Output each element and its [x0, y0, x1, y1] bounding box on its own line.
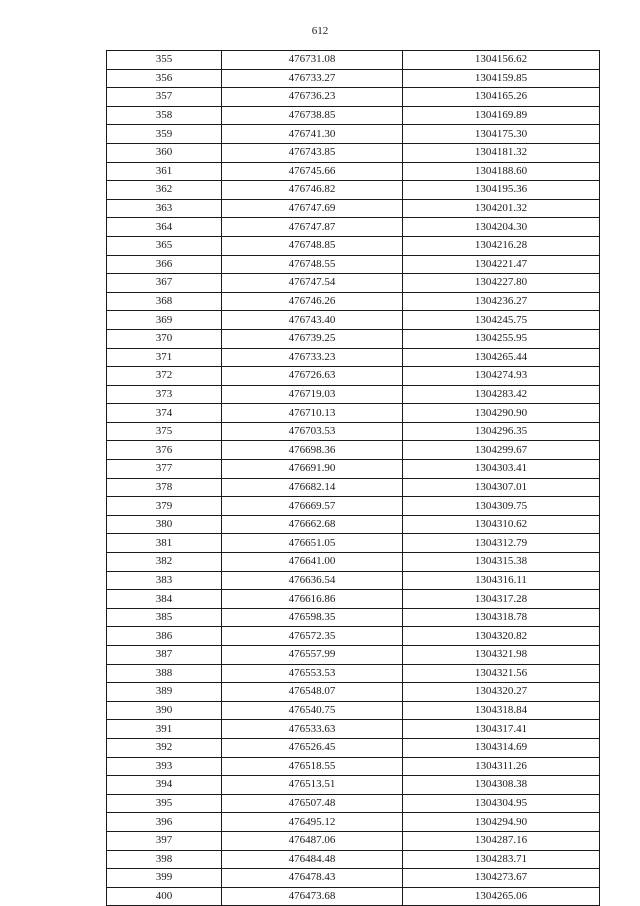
table-row — [107, 106, 600, 125]
y-coordinate-cell: 1304315.38 — [403, 553, 600, 572]
x-coordinate-cell: 476572.35 — [222, 627, 403, 646]
y-coordinate-cell: 1304236.27 — [403, 292, 600, 311]
x-coordinate-cell: 476703.53 — [222, 422, 403, 441]
x-coordinate-cell: 476533.63 — [222, 720, 403, 739]
y-coordinate-cell: 1304274.93 — [403, 367, 600, 386]
x-coordinate-cell: 476747.69 — [222, 199, 403, 218]
y-coordinate-cell: 1304312.79 — [403, 534, 600, 553]
y-coordinate-cell: 1304314.69 — [403, 738, 600, 757]
point-number-cell: 371 — [107, 348, 222, 367]
x-coordinate-cell: 476616.86 — [222, 590, 403, 609]
table-row — [107, 385, 600, 404]
y-coordinate-cell: 1304265.44 — [403, 348, 600, 367]
x-coordinate-cell: 476487.06 — [222, 831, 403, 850]
table-row — [107, 274, 600, 293]
y-coordinate-cell: 1304299.67 — [403, 441, 600, 460]
y-coordinate-cell: 1304304.95 — [403, 794, 600, 813]
table-row — [107, 515, 600, 534]
point-number-cell: 358 — [107, 106, 222, 125]
table-row — [107, 422, 600, 441]
table-row — [107, 51, 600, 70]
point-number-cell: 355 — [107, 51, 222, 70]
y-coordinate-cell: 1304165.26 — [403, 88, 600, 107]
y-coordinate-cell: 1304201.32 — [403, 199, 600, 218]
table-row — [107, 69, 600, 88]
table-row — [107, 255, 600, 274]
point-number-cell: 390 — [107, 701, 222, 720]
y-coordinate-cell: 1304216.28 — [403, 236, 600, 255]
table-row — [107, 887, 600, 906]
table-row — [107, 571, 600, 590]
point-number-cell: 372 — [107, 367, 222, 386]
page-number: 612 — [311, 25, 329, 37]
y-coordinate-cell: 1304310.62 — [403, 515, 600, 534]
point-number-cell: 381 — [107, 534, 222, 553]
point-number-cell: 377 — [107, 460, 222, 479]
point-number-cell: 380 — [107, 515, 222, 534]
x-coordinate-cell: 476738.85 — [222, 106, 403, 125]
table-row — [107, 738, 600, 757]
x-coordinate-cell: 476540.75 — [222, 701, 403, 720]
y-coordinate-cell: 1304221.47 — [403, 255, 600, 274]
y-coordinate-cell: 1304245.75 — [403, 311, 600, 330]
y-coordinate-cell: 1304227.80 — [403, 274, 600, 293]
x-coordinate-cell: 476741.30 — [222, 125, 403, 144]
point-number-cell: 386 — [107, 627, 222, 646]
x-coordinate-cell: 476473.68 — [222, 887, 403, 906]
x-coordinate-cell: 476733.27 — [222, 69, 403, 88]
table-row — [107, 404, 600, 423]
point-number-cell: 385 — [107, 608, 222, 627]
x-coordinate-cell: 476746.26 — [222, 292, 403, 311]
y-coordinate-cell: 1304307.01 — [403, 478, 600, 497]
table-row — [107, 460, 600, 479]
table-row — [107, 534, 600, 553]
point-number-cell: 357 — [107, 88, 222, 107]
y-coordinate-cell: 1304181.32 — [403, 143, 600, 162]
point-number-cell: 373 — [107, 385, 222, 404]
table-row — [107, 292, 600, 311]
point-number-cell: 363 — [107, 199, 222, 218]
x-coordinate-cell: 476743.40 — [222, 311, 403, 330]
y-coordinate-cell: 1304273.67 — [403, 869, 600, 888]
x-coordinate-cell: 476484.48 — [222, 850, 403, 869]
table-row — [107, 664, 600, 683]
y-coordinate-cell: 1304309.75 — [403, 497, 600, 516]
x-coordinate-cell: 476495.12 — [222, 813, 403, 832]
y-coordinate-cell: 1304188.60 — [403, 162, 600, 181]
y-coordinate-cell: 1304294.90 — [403, 813, 600, 832]
table-row — [107, 143, 600, 162]
coordinates-table — [106, 50, 600, 906]
point-number-cell: 370 — [107, 329, 222, 348]
point-number-cell: 361 — [107, 162, 222, 181]
y-coordinate-cell: 1304169.89 — [403, 106, 600, 125]
point-number-cell: 356 — [107, 69, 222, 88]
point-number-cell: 400 — [107, 887, 222, 906]
x-coordinate-cell: 476513.51 — [222, 776, 403, 795]
point-number-cell: 362 — [107, 181, 222, 200]
point-number-cell: 368 — [107, 292, 222, 311]
point-number-cell: 384 — [107, 590, 222, 609]
y-coordinate-cell: 1304318.84 — [403, 701, 600, 720]
x-coordinate-cell: 476526.45 — [222, 738, 403, 757]
point-number-cell: 396 — [107, 813, 222, 832]
point-number-cell: 378 — [107, 478, 222, 497]
y-coordinate-cell: 1304265.06 — [403, 887, 600, 906]
table-row — [107, 478, 600, 497]
table-row — [107, 125, 600, 144]
x-coordinate-cell: 476747.87 — [222, 218, 403, 237]
point-number-cell: 392 — [107, 738, 222, 757]
y-coordinate-cell: 1304255.95 — [403, 329, 600, 348]
table-row — [107, 683, 600, 702]
x-coordinate-cell: 476557.99 — [222, 646, 403, 665]
table-row — [107, 553, 600, 572]
x-coordinate-cell: 476743.85 — [222, 143, 403, 162]
point-number-cell: 379 — [107, 497, 222, 516]
point-number-cell: 359 — [107, 125, 222, 144]
table-row — [107, 162, 600, 181]
point-number-cell: 388 — [107, 664, 222, 683]
table-row — [107, 348, 600, 367]
table-row — [107, 608, 600, 627]
x-coordinate-cell: 476478.43 — [222, 869, 403, 888]
point-number-cell: 369 — [107, 311, 222, 330]
table-row — [107, 236, 600, 255]
table-row — [107, 646, 600, 665]
x-coordinate-cell: 476641.00 — [222, 553, 403, 572]
table-row — [107, 850, 600, 869]
point-number-cell: 383 — [107, 571, 222, 590]
x-coordinate-cell: 476747.54 — [222, 274, 403, 293]
y-coordinate-cell: 1304287.16 — [403, 831, 600, 850]
point-number-cell: 395 — [107, 794, 222, 813]
point-number-cell: 391 — [107, 720, 222, 739]
table-row — [107, 329, 600, 348]
table-row — [107, 776, 600, 795]
y-coordinate-cell: 1304303.41 — [403, 460, 600, 479]
x-coordinate-cell: 476669.57 — [222, 497, 403, 516]
x-coordinate-cell: 476719.03 — [222, 385, 403, 404]
y-coordinate-cell: 1304308.38 — [403, 776, 600, 795]
table-row — [107, 497, 600, 516]
y-coordinate-cell: 1304283.71 — [403, 850, 600, 869]
table-row — [107, 701, 600, 720]
point-number-cell: 398 — [107, 850, 222, 869]
table-row — [107, 627, 600, 646]
x-coordinate-cell: 476598.35 — [222, 608, 403, 627]
table-row — [107, 311, 600, 330]
y-coordinate-cell: 1304296.35 — [403, 422, 600, 441]
x-coordinate-cell: 476682.14 — [222, 478, 403, 497]
y-coordinate-cell: 1304321.98 — [403, 646, 600, 665]
x-coordinate-cell: 476698.36 — [222, 441, 403, 460]
x-coordinate-cell: 476731.08 — [222, 51, 403, 70]
y-coordinate-cell: 1304175.30 — [403, 125, 600, 144]
coordinates-table-body — [107, 51, 600, 906]
table-row — [107, 720, 600, 739]
x-coordinate-cell: 476726.63 — [222, 367, 403, 386]
table-row — [107, 199, 600, 218]
point-number-cell: 364 — [107, 218, 222, 237]
x-coordinate-cell: 476651.05 — [222, 534, 403, 553]
table-row — [107, 590, 600, 609]
y-coordinate-cell: 1304156.62 — [403, 51, 600, 70]
table-row — [107, 218, 600, 237]
point-number-cell: 367 — [107, 274, 222, 293]
point-number-cell: 382 — [107, 553, 222, 572]
point-number-cell: 366 — [107, 255, 222, 274]
point-number-cell: 375 — [107, 422, 222, 441]
point-number-cell: 376 — [107, 441, 222, 460]
table-row — [107, 831, 600, 850]
y-coordinate-cell: 1304290.90 — [403, 404, 600, 423]
table-row — [107, 181, 600, 200]
x-coordinate-cell: 476548.07 — [222, 683, 403, 702]
y-coordinate-cell: 1304317.41 — [403, 720, 600, 739]
x-coordinate-cell: 476662.68 — [222, 515, 403, 534]
x-coordinate-cell: 476748.55 — [222, 255, 403, 274]
y-coordinate-cell: 1304318.78 — [403, 608, 600, 627]
point-number-cell: 397 — [107, 831, 222, 850]
y-coordinate-cell: 1304159.85 — [403, 69, 600, 88]
x-coordinate-cell: 476748.85 — [222, 236, 403, 255]
x-coordinate-cell: 476636.54 — [222, 571, 403, 590]
table-row — [107, 869, 600, 888]
y-coordinate-cell: 1304283.42 — [403, 385, 600, 404]
y-coordinate-cell: 1304320.27 — [403, 683, 600, 702]
table-row — [107, 757, 600, 776]
table-row — [107, 813, 600, 832]
x-coordinate-cell: 476746.82 — [222, 181, 403, 200]
point-number-cell: 374 — [107, 404, 222, 423]
x-coordinate-cell: 476507.48 — [222, 794, 403, 813]
x-coordinate-cell: 476691.90 — [222, 460, 403, 479]
x-coordinate-cell: 476745.66 — [222, 162, 403, 181]
table-row — [107, 88, 600, 107]
table-row — [107, 794, 600, 813]
x-coordinate-cell: 476736.23 — [222, 88, 403, 107]
point-number-cell: 393 — [107, 757, 222, 776]
y-coordinate-cell: 1304204.30 — [403, 218, 600, 237]
point-number-cell: 394 — [107, 776, 222, 795]
table-row — [107, 367, 600, 386]
x-coordinate-cell: 476518.55 — [222, 757, 403, 776]
point-number-cell: 387 — [107, 646, 222, 665]
point-number-cell: 360 — [107, 143, 222, 162]
y-coordinate-cell: 1304321.56 — [403, 664, 600, 683]
y-coordinate-cell: 1304195.36 — [403, 181, 600, 200]
point-number-cell: 389 — [107, 683, 222, 702]
y-coordinate-cell: 1304311.26 — [403, 757, 600, 776]
y-coordinate-cell: 1304317.28 — [403, 590, 600, 609]
x-coordinate-cell: 476710.13 — [222, 404, 403, 423]
x-coordinate-cell: 476733.23 — [222, 348, 403, 367]
point-number-cell: 399 — [107, 869, 222, 888]
x-coordinate-cell: 476553.53 — [222, 664, 403, 683]
x-coordinate-cell: 476739.25 — [222, 329, 403, 348]
table-row — [107, 441, 600, 460]
y-coordinate-cell: 1304320.82 — [403, 627, 600, 646]
y-coordinate-cell: 1304316.11 — [403, 571, 600, 590]
point-number-cell: 365 — [107, 236, 222, 255]
